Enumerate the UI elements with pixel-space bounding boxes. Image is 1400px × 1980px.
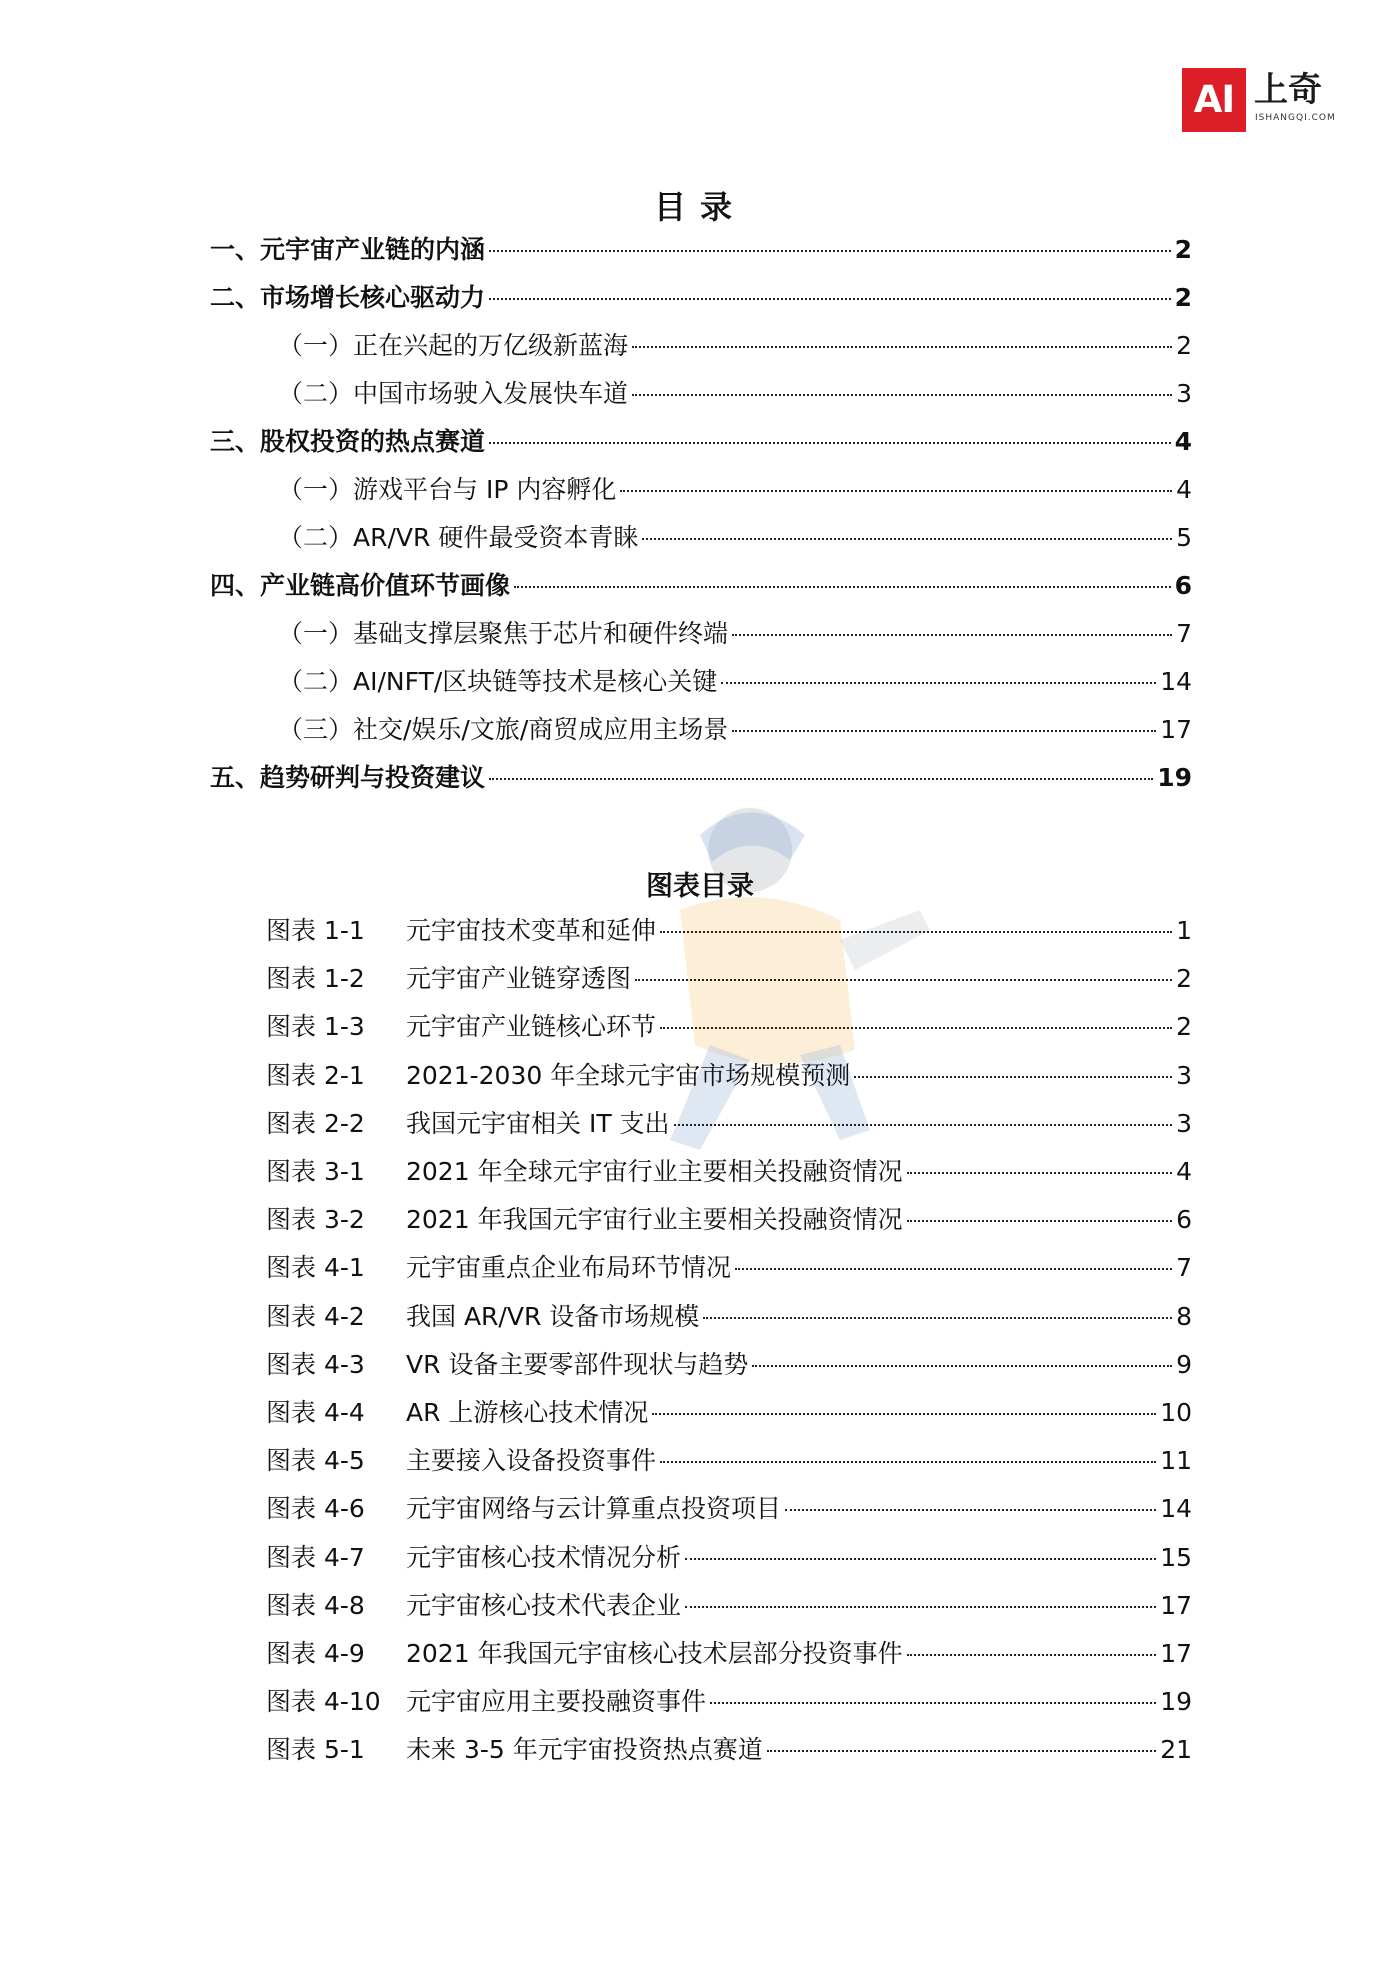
- toc-entry-page: 14: [1160, 667, 1192, 696]
- figure-entry[interactable]: [266, 1103, 1192, 1145]
- dot-leader: [489, 778, 1153, 780]
- dot-leader: [710, 1702, 1156, 1704]
- figure-entry-page: 8: [1176, 1302, 1192, 1331]
- figure-entry[interactable]: [266, 1392, 1192, 1434]
- figure-entry-page: 14: [1160, 1494, 1192, 1523]
- dot-leader: [652, 1413, 1156, 1415]
- figure-entry-label: 图表 4-1: [266, 1253, 365, 1282]
- figure-entry-text: 2021 年全球元宇宙行业主要相关投融资情况: [406, 1157, 903, 1186]
- figure-entry-text: 元宇宙核心技术情况分析: [406, 1543, 682, 1572]
- dot-leader: [735, 1268, 1172, 1270]
- toc-chapter-entry[interactable]: [210, 277, 1192, 319]
- figure-entry-page: 19: [1160, 1687, 1192, 1716]
- figure-entry[interactable]: [266, 1440, 1192, 1482]
- figure-entry-text: 元宇宙产业链核心环节: [406, 1012, 657, 1041]
- figure-entry-page: 2: [1176, 964, 1192, 993]
- figure-entry-page: 17: [1160, 1591, 1192, 1620]
- figure-entry[interactable]: [266, 1488, 1192, 1530]
- dot-leader: [632, 346, 1172, 348]
- toc-section-entry[interactable]: [278, 469, 1192, 511]
- toc-entry-text: 三、股权投资的热点赛道: [210, 427, 486, 456]
- figure-entry[interactable]: [266, 1585, 1192, 1627]
- dot-leader: [489, 442, 1171, 444]
- toc-section-entry[interactable]: [278, 373, 1192, 415]
- figure-entry-page: 10: [1160, 1398, 1192, 1427]
- figure-entry-label: 图表 5-1: [266, 1735, 365, 1764]
- dot-leader: [674, 1124, 1173, 1126]
- dot-leader: [514, 586, 1171, 588]
- toc-entry-text: （三）社交/娱乐/文旅/商贸成应用主场景: [278, 715, 729, 744]
- figure-entry-page: 7: [1176, 1253, 1192, 1282]
- figure-entry-label: 图表 3-1: [266, 1157, 365, 1186]
- figure-entry-label: 图表 4-8: [266, 1591, 365, 1620]
- figure-entry-label: 图表 1-2: [266, 964, 365, 993]
- dot-leader: [489, 298, 1171, 300]
- toc-entry-text: （一）基础支撑层聚焦于芯片和硬件终端: [278, 619, 729, 648]
- toc-entry-text: 四、产业链高价值环节画像: [210, 571, 511, 600]
- dot-leader: [685, 1606, 1156, 1608]
- dot-leader: [721, 682, 1156, 684]
- dot-leader: [642, 538, 1172, 540]
- dot-leader: [635, 979, 1172, 981]
- figure-entry-page: 17: [1160, 1639, 1192, 1668]
- dot-leader: [489, 250, 1171, 252]
- figure-entry-text: 2021-2030 年全球元宇宙市场规模预测: [406, 1061, 851, 1090]
- figure-entry-text: 主要接入设备投资事件: [406, 1446, 657, 1475]
- toc-chapter-entry[interactable]: [210, 757, 1192, 799]
- toc-section-entry[interactable]: [278, 709, 1192, 751]
- figure-entry-page: 3: [1176, 1061, 1192, 1090]
- figure-entry-label: 图表 4-7: [266, 1543, 365, 1572]
- figure-entry[interactable]: [266, 1296, 1192, 1338]
- dot-leader: [907, 1654, 1157, 1656]
- figure-entry[interactable]: [266, 1729, 1192, 1771]
- toc-entry-page: 5: [1176, 523, 1192, 552]
- figure-entry-label: 图表 4-9: [266, 1639, 365, 1668]
- figure-entry[interactable]: [266, 1633, 1192, 1675]
- figure-entry-label: 图表 3-2: [266, 1205, 365, 1234]
- toc-entry-text: 一、元宇宙产业链的内涵: [210, 235, 486, 264]
- figure-entry[interactable]: [266, 1247, 1192, 1289]
- figure-entry-page: 9: [1176, 1350, 1192, 1379]
- toc-entry-page: 4: [1174, 427, 1192, 456]
- figure-entry-label: 图表 4-2: [266, 1302, 365, 1331]
- figure-entry-text: 元宇宙重点企业布局环节情况: [406, 1253, 732, 1282]
- dot-leader: [660, 1027, 1172, 1029]
- logo-name: 上奇: [1254, 70, 1322, 110]
- figure-entry-label: 图表 4-4: [266, 1398, 365, 1427]
- figure-entry-text: VR 设备主要零部件现状与趋势: [406, 1350, 749, 1379]
- figure-entry-page: 15: [1160, 1543, 1192, 1572]
- toc-entry-page: 4: [1176, 475, 1192, 504]
- toc-entry-text: （二）中国市场驶入发展快车道: [278, 379, 629, 408]
- figure-entry[interactable]: [266, 1151, 1192, 1193]
- figure-entry-page: 11: [1160, 1446, 1192, 1475]
- dot-leader: [785, 1509, 1156, 1511]
- figure-entry-text: 未来 3-5 年元宇宙投资热点赛道: [406, 1735, 763, 1764]
- figure-entry-page: 6: [1176, 1205, 1192, 1234]
- figure-entry[interactable]: [266, 1055, 1192, 1097]
- dot-leader: [752, 1365, 1172, 1367]
- figure-entry[interactable]: [266, 1681, 1192, 1723]
- figure-entry-text: 2021 年我国元宇宙核心技术层部分投资事件: [406, 1639, 903, 1668]
- figure-entry[interactable]: [266, 1344, 1192, 1386]
- dot-leader: [767, 1750, 1156, 1752]
- figure-entry-page: 1: [1176, 916, 1192, 945]
- figure-entry-text: 元宇宙网络与云计算重点投资项目: [406, 1494, 782, 1523]
- toc-entry-page: 2: [1174, 235, 1192, 264]
- toc-entry-text: （一）游戏平台与 IP 内容孵化: [278, 475, 617, 504]
- figure-entry-text: 元宇宙核心技术代表企业: [406, 1591, 682, 1620]
- dot-leader: [660, 1461, 1156, 1463]
- dot-leader: [907, 1220, 1173, 1222]
- toc-entry-page: 2: [1174, 283, 1192, 312]
- figure-entry-label: 图表 1-1: [266, 916, 365, 945]
- dot-leader: [732, 634, 1172, 636]
- dot-leader: [685, 1558, 1156, 1560]
- figure-entry-text: 2021 年我国元宇宙行业主要相关投融资情况: [406, 1205, 903, 1234]
- figure-entry[interactable]: [266, 958, 1192, 1000]
- figure-entry-label: 图表 2-1: [266, 1061, 365, 1090]
- figure-entry-text: 元宇宙产业链穿透图: [406, 964, 632, 993]
- dot-leader: [732, 730, 1156, 732]
- logo-mark-icon: AI: [1182, 68, 1246, 132]
- dot-leader: [660, 931, 1172, 933]
- figure-entry-label: 图表 4-6: [266, 1494, 365, 1523]
- toc-entry-page: 17: [1160, 715, 1192, 744]
- figure-entry-text: 元宇宙技术变革和延伸: [406, 916, 657, 945]
- figure-list-title: 图表目录: [646, 871, 754, 902]
- figure-entry-page: 3: [1176, 1109, 1192, 1138]
- company-logo: [1182, 68, 1336, 134]
- logo-url: ISHANGQI.COM: [1255, 113, 1336, 123]
- figure-entry-text: 我国 AR/VR 设备市场规模: [406, 1302, 700, 1331]
- dot-leader: [703, 1317, 1172, 1319]
- dot-leader: [854, 1076, 1172, 1078]
- figure-entry-text: 我国元宇宙相关 IT 支出: [406, 1109, 670, 1138]
- toc-entry-text: （一）正在兴起的万亿级新蓝海: [278, 331, 629, 360]
- toc-section-entry[interactable]: [278, 613, 1192, 655]
- figure-entry-label: 图表 4-10: [266, 1687, 381, 1716]
- toc-entry-text: （二）AI/NFT/区块链等技术是核心关键: [278, 667, 718, 696]
- dot-leader: [620, 490, 1172, 492]
- figure-entry[interactable]: [266, 1199, 1192, 1241]
- toc-entry-page: 19: [1157, 763, 1192, 792]
- toc-section-entry[interactable]: [278, 517, 1192, 559]
- figure-entry[interactable]: [266, 1537, 1192, 1579]
- toc-section-entry[interactable]: [278, 325, 1192, 367]
- figure-entry[interactable]: [266, 1006, 1192, 1048]
- figure-entry[interactable]: [266, 910, 1192, 952]
- dot-leader: [907, 1172, 1173, 1174]
- toc-entry-page: 2: [1176, 331, 1192, 360]
- toc-section-entry[interactable]: [278, 661, 1192, 703]
- toc-entry-page: 3: [1176, 379, 1192, 408]
- figure-entry-page: 4: [1176, 1157, 1192, 1186]
- toc-chapter-entry[interactable]: [210, 565, 1192, 607]
- toc-title: 目录: [653, 188, 746, 226]
- figure-entry-label: 图表 1-3: [266, 1012, 365, 1041]
- figure-entry-page: 21: [1160, 1735, 1192, 1764]
- toc-entry-text: 五、趋势研判与投资建议: [210, 763, 486, 792]
- figure-entry-label: 图表 4-5: [266, 1446, 365, 1475]
- figure-entry-label: 图表 4-3: [266, 1350, 365, 1379]
- toc-entry-page: 6: [1174, 571, 1192, 600]
- figure-entry-text: 元宇宙应用主要投融资事件: [406, 1687, 707, 1716]
- toc-entry-page: 7: [1176, 619, 1192, 648]
- dot-leader: [632, 394, 1172, 396]
- figure-entry-text: AR 上游核心技术情况: [406, 1398, 649, 1427]
- toc-chapter-entry[interactable]: [210, 229, 1192, 271]
- toc-entry-text: 二、市场增长核心驱动力: [210, 283, 486, 312]
- toc-entry-text: （二）AR/VR 硬件最受资本青睐: [278, 523, 639, 552]
- figure-entry-page: 2: [1176, 1012, 1192, 1041]
- figure-entry-label: 图表 2-2: [266, 1109, 365, 1138]
- toc-chapter-entry[interactable]: [210, 421, 1192, 463]
